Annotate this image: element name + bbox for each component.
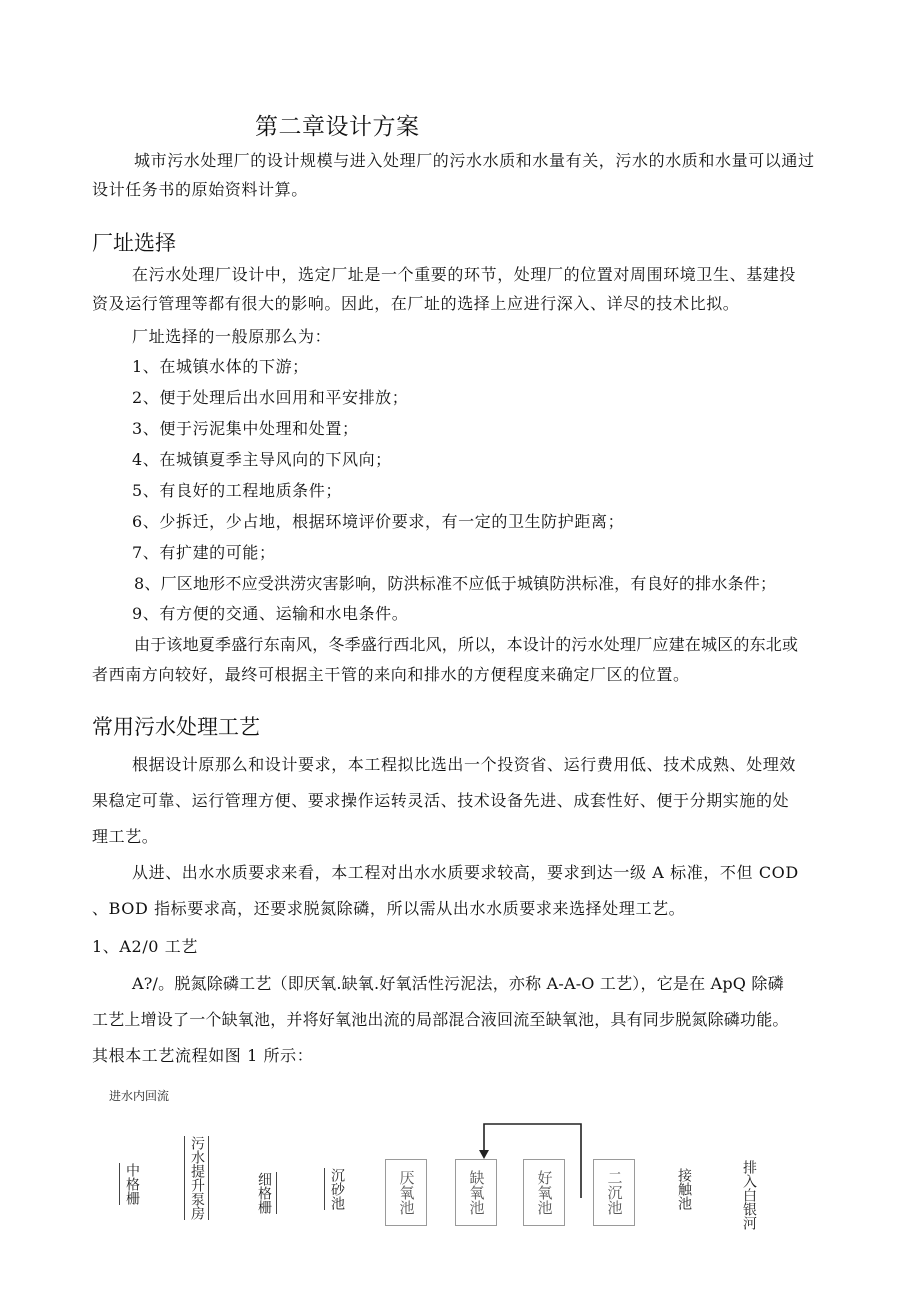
list-item: 1、在城镇水体的下游； — [132, 357, 309, 376]
unit-medium-screen: 中格栅 — [119, 1163, 141, 1205]
site-para1-line-1: 在污水处理厂设计中，选定厂址是一个重要的环节，处理厂的位置对周围环境卫生、基建投 — [132, 265, 797, 284]
process-para3-line-2: 工艺上增设了一个缺氧池，并将好氧池出流的局部混合液回流至缺氧池，具有同步脱氮除磷功能。 — [92, 1010, 789, 1029]
unit-fine-screen: 细格栅 — [254, 1172, 277, 1214]
process-para3-line-1: A?/。脱氮除磷工艺（即厌氧.缺氧.好氧活性污泥法，亦称 A-A-O 工艺），它是在 ApQ 除磷 — [132, 974, 784, 993]
site-para1-line-2: 资及运行管理等都有很大的影响。因此，在厂址的选择上应进行深入、详尽的技术比拟。 — [92, 294, 740, 313]
site-para2-line-2: 者西南方向较好，最终可根据主干管的来向和排水的方便程度来确定厂区的位置。 — [92, 665, 690, 684]
process-para1-line-3: 理工艺。 — [92, 827, 159, 846]
unit-discharge-baiyin-river: 排入白银河 — [741, 1160, 757, 1230]
list-item: 3、便于污泥集中处理和处置； — [132, 419, 359, 438]
unit-aerobic-tank: 好氧池 — [523, 1159, 565, 1226]
unit-anoxic-tank: 缺氧池 — [455, 1159, 497, 1226]
section-heading-processes: 常用污水处理工艺 — [92, 715, 260, 739]
unit-contact-tank: 接触池 — [676, 1168, 692, 1210]
diagram-top-label: 进水内回流 — [109, 1089, 170, 1103]
intro-line-1: 城市污水处理厂的设计规模与进入处理厂的污水水质和水量有关，污水的水质和水量可以通过 — [134, 151, 815, 170]
list-item: 5、有良好的工程地质条件； — [132, 481, 342, 500]
list-item: 8、厂区地形不应受洪涝灾害影响，防洪标准不应低于城镇防洪标准，有良好的排水条件； — [134, 574, 777, 593]
process-para2-line-2: 、BOD 指标要求高，还要求脱氮除磷，所以需从出水水质要求来选择处理工艺。 — [92, 899, 686, 918]
list-item: 9、有方便的交通、运输和水电条件。 — [132, 604, 409, 623]
unit-anaerobic-tank: 厌氧池 — [385, 1159, 427, 1226]
process-para1-line-2: 果稳定可靠、运行管理方便、要求操作运转灵活、技术设备先进、成套性好、便于分期实施的处 — [92, 791, 790, 810]
process-para1-line-1: 根据设计原那么和设计要求，本工程拟比选出一个投资省、运行费用低、技术成熟、处理效 — [132, 755, 797, 774]
list-item: 4、在城镇夏季主导风向的下风向； — [132, 450, 392, 469]
section-heading-site-selection: 厂址选择 — [92, 231, 176, 255]
principle-intro: 厂址选择的一般原那么为： — [132, 327, 332, 346]
chapter-title: 第二章设计方案 — [255, 114, 420, 140]
unit-lift-pump-house: 污水提升泵房 — [184, 1136, 209, 1220]
intro-line-2: 设计任务书的原始资料计算。 — [92, 180, 308, 199]
process-para3-line-3: 其根本工艺流程如图 1 所示： — [92, 1046, 314, 1065]
list-item: 6、少拆迁，少占地，根据环境评价要求，有一定的卫生防护距离； — [132, 512, 625, 531]
unit-secondary-clarifier: 二沉池 — [593, 1159, 635, 1226]
process-para2-line-1: 从进、出水水质要求来看，本工程对出水水质要求较高，要求到达一级 A 标准，不但 COD — [132, 863, 799, 882]
list-item: 7、有扩建的可能； — [132, 543, 276, 562]
unit-grit-chamber: 沉砂池 — [324, 1168, 346, 1210]
site-para2-line-1: 由于该地夏季盛行东南风，冬季盛行西北风，所以，本设计的污水处理厂应建在城区的东北或 — [134, 635, 799, 654]
list-item: 2、便于处理后出水回用和平安排放； — [132, 388, 409, 407]
subheading-a2o: 1、A2/0 工艺 — [92, 937, 198, 956]
